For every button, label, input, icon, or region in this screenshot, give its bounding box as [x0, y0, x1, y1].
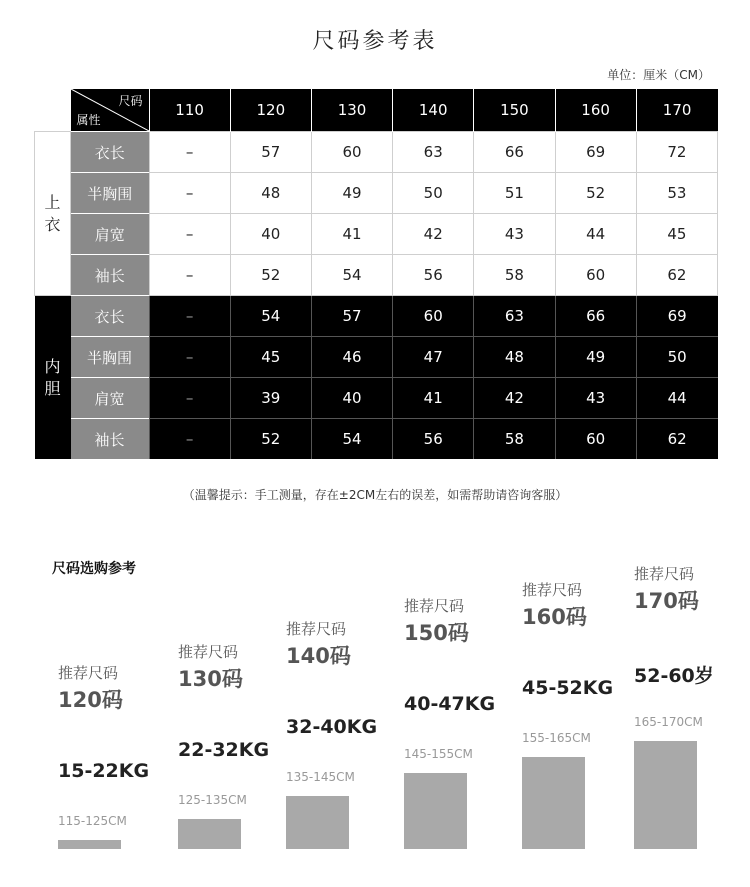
- table-row: [35, 378, 718, 419]
- group-label-char: 上: [44, 192, 61, 212]
- attribute-label: 衣长: [71, 132, 150, 173]
- weight-range-label: 52-60岁: [634, 665, 714, 687]
- table-cell: 62: [636, 255, 717, 296]
- page-title: 尺码参考表: [312, 29, 438, 54]
- attribute-label: 袖长: [71, 419, 150, 460]
- table-row: [35, 419, 718, 460]
- table-cell: 52: [230, 419, 311, 460]
- table-cell: 50: [393, 173, 474, 214]
- table-cell: 41: [311, 214, 392, 255]
- table-cell: –: [149, 214, 230, 255]
- group-label-char: 胆: [44, 378, 61, 398]
- table-cell: –: [149, 173, 230, 214]
- recommend-title: 尺码选购参考: [52, 561, 136, 577]
- table-cell: 49: [555, 337, 636, 378]
- table-cell: 48: [230, 173, 311, 214]
- table-cell: 48: [474, 337, 555, 378]
- table-cell: –: [149, 378, 230, 419]
- table-cell: 56: [393, 255, 474, 296]
- table-cell: 66: [555, 296, 636, 337]
- table-cell: 52: [230, 255, 311, 296]
- table-cell: 50: [636, 337, 717, 378]
- recommend-caption: 推荐尺码: [178, 643, 239, 661]
- recommend-caption: 推荐尺码: [634, 565, 695, 583]
- recommended-size-label: 140码: [286, 644, 351, 668]
- group-label: [35, 296, 71, 460]
- table-cell: 53: [636, 173, 717, 214]
- height-range-label: 135-145CM: [286, 770, 355, 784]
- table-cell: 46: [311, 337, 392, 378]
- table-cell: 57: [311, 296, 392, 337]
- table-cell: 54: [311, 419, 392, 460]
- table-cell: 44: [636, 378, 717, 419]
- attribute-label: 半胸围: [71, 173, 150, 214]
- height-bar: [634, 741, 697, 849]
- recommend-caption: 推荐尺码: [58, 664, 119, 682]
- table-cell: 60: [555, 255, 636, 296]
- table-cell: 40: [230, 214, 311, 255]
- height-range-label: 115-125CM: [58, 814, 127, 828]
- table-cell: 57: [230, 132, 311, 173]
- height-bar: [178, 819, 241, 849]
- recommend-caption: 推荐尺码: [404, 597, 465, 615]
- height-range-label: 155-165CM: [522, 731, 591, 745]
- table-cell: 43: [555, 378, 636, 419]
- size-header-120: 120: [230, 89, 311, 132]
- table-cell: 62: [636, 419, 717, 460]
- unit-label: 单位：厘米（CM）: [607, 68, 710, 82]
- table-cell: 54: [230, 296, 311, 337]
- weight-range-label: 22-32KG: [178, 739, 270, 761]
- group-outer-jacket: [35, 132, 718, 296]
- table-cell: 41: [393, 378, 474, 419]
- table-cell: 56: [393, 419, 474, 460]
- size-header-150: 150: [474, 89, 555, 132]
- attribute-label: 半胸围: [71, 337, 150, 378]
- height-bar: [404, 773, 467, 849]
- size-header-160: 160: [555, 89, 636, 132]
- table-cell: 58: [474, 419, 555, 460]
- recommended-size-label: 120码: [58, 688, 123, 712]
- attribute-label: 袖长: [71, 255, 150, 296]
- table-row: [35, 132, 718, 173]
- height-bar: [58, 840, 121, 849]
- attribute-label: 衣长: [71, 296, 150, 337]
- weight-range-label: 15-22KG: [58, 760, 150, 782]
- table-cell: 58: [474, 255, 555, 296]
- group-label-char: 内: [44, 356, 61, 376]
- table-cell: 60: [393, 296, 474, 337]
- size-table: [34, 89, 718, 459]
- weight-range-label: 40-47KG: [404, 693, 496, 715]
- table-cell: 63: [393, 132, 474, 173]
- recommended-size-label: 170码: [634, 589, 699, 613]
- table-row: [35, 255, 718, 296]
- table-cell: –: [149, 337, 230, 378]
- table-cell: 49: [311, 173, 392, 214]
- weight-range-label: 45-52KG: [522, 677, 614, 699]
- group-inner-liner: [35, 296, 718, 460]
- recommend-caption: 推荐尺码: [522, 581, 583, 599]
- height-range-label: 145-155CM: [404, 747, 473, 761]
- corner-attr-label: 属性: [76, 113, 101, 127]
- table-cell: 39: [230, 378, 311, 419]
- size-header-130: 130: [311, 89, 392, 132]
- table-cell: 66: [474, 132, 555, 173]
- table-cell: 60: [311, 132, 392, 173]
- table-cell: 42: [474, 378, 555, 419]
- attribute-label: 肩宽: [71, 378, 150, 419]
- table-cell: 52: [555, 173, 636, 214]
- height-bar: [286, 796, 349, 849]
- recommended-size-label: 150码: [404, 621, 469, 645]
- table-cell: 69: [636, 296, 717, 337]
- recommend-caption: 推荐尺码: [286, 620, 347, 638]
- table-cell: 44: [555, 214, 636, 255]
- table-header-row: [35, 89, 718, 132]
- group-label: [35, 132, 71, 296]
- table-cell: 54: [311, 255, 392, 296]
- table-cell: 40: [311, 378, 392, 419]
- table-cell: 63: [474, 296, 555, 337]
- table-row: [35, 337, 718, 378]
- size-header-110: 110: [149, 89, 230, 132]
- corner-size-label: 尺码: [118, 94, 143, 108]
- table-cell: 42: [393, 214, 474, 255]
- height-range-label: 165-170CM: [634, 715, 703, 729]
- table-cell: 45: [230, 337, 311, 378]
- table-cell: –: [149, 419, 230, 460]
- size-header-140: 140: [393, 89, 474, 132]
- table-cell: 69: [555, 132, 636, 173]
- table-cell: –: [149, 132, 230, 173]
- header-corner: [71, 89, 150, 132]
- table-row: [35, 214, 718, 255]
- attribute-label: 肩宽: [71, 214, 150, 255]
- group-label-char: 衣: [44, 214, 61, 234]
- table-cell: 43: [474, 214, 555, 255]
- table-cell: 72: [636, 132, 717, 173]
- table-cell: 45: [636, 214, 717, 255]
- weight-range-label: 32-40KG: [286, 716, 378, 738]
- height-bar: [522, 757, 585, 849]
- table-row: [35, 296, 718, 337]
- header-spacer: [35, 89, 71, 132]
- table-cell: 51: [474, 173, 555, 214]
- table-cell: 60: [555, 419, 636, 460]
- table-cell: –: [149, 296, 230, 337]
- table-cell: 47: [393, 337, 474, 378]
- size-header-170: 170: [636, 89, 717, 132]
- table-row: [35, 173, 718, 214]
- table-cell: –: [149, 255, 230, 296]
- recommended-size-label: 130码: [178, 667, 243, 691]
- measurement-note: （温馨提示：手工测量，存在±2CM左右的误差，如需帮助请咨询客服）: [182, 488, 568, 502]
- recommended-size-label: 160码: [522, 605, 587, 629]
- height-range-label: 125-135CM: [178, 793, 247, 807]
